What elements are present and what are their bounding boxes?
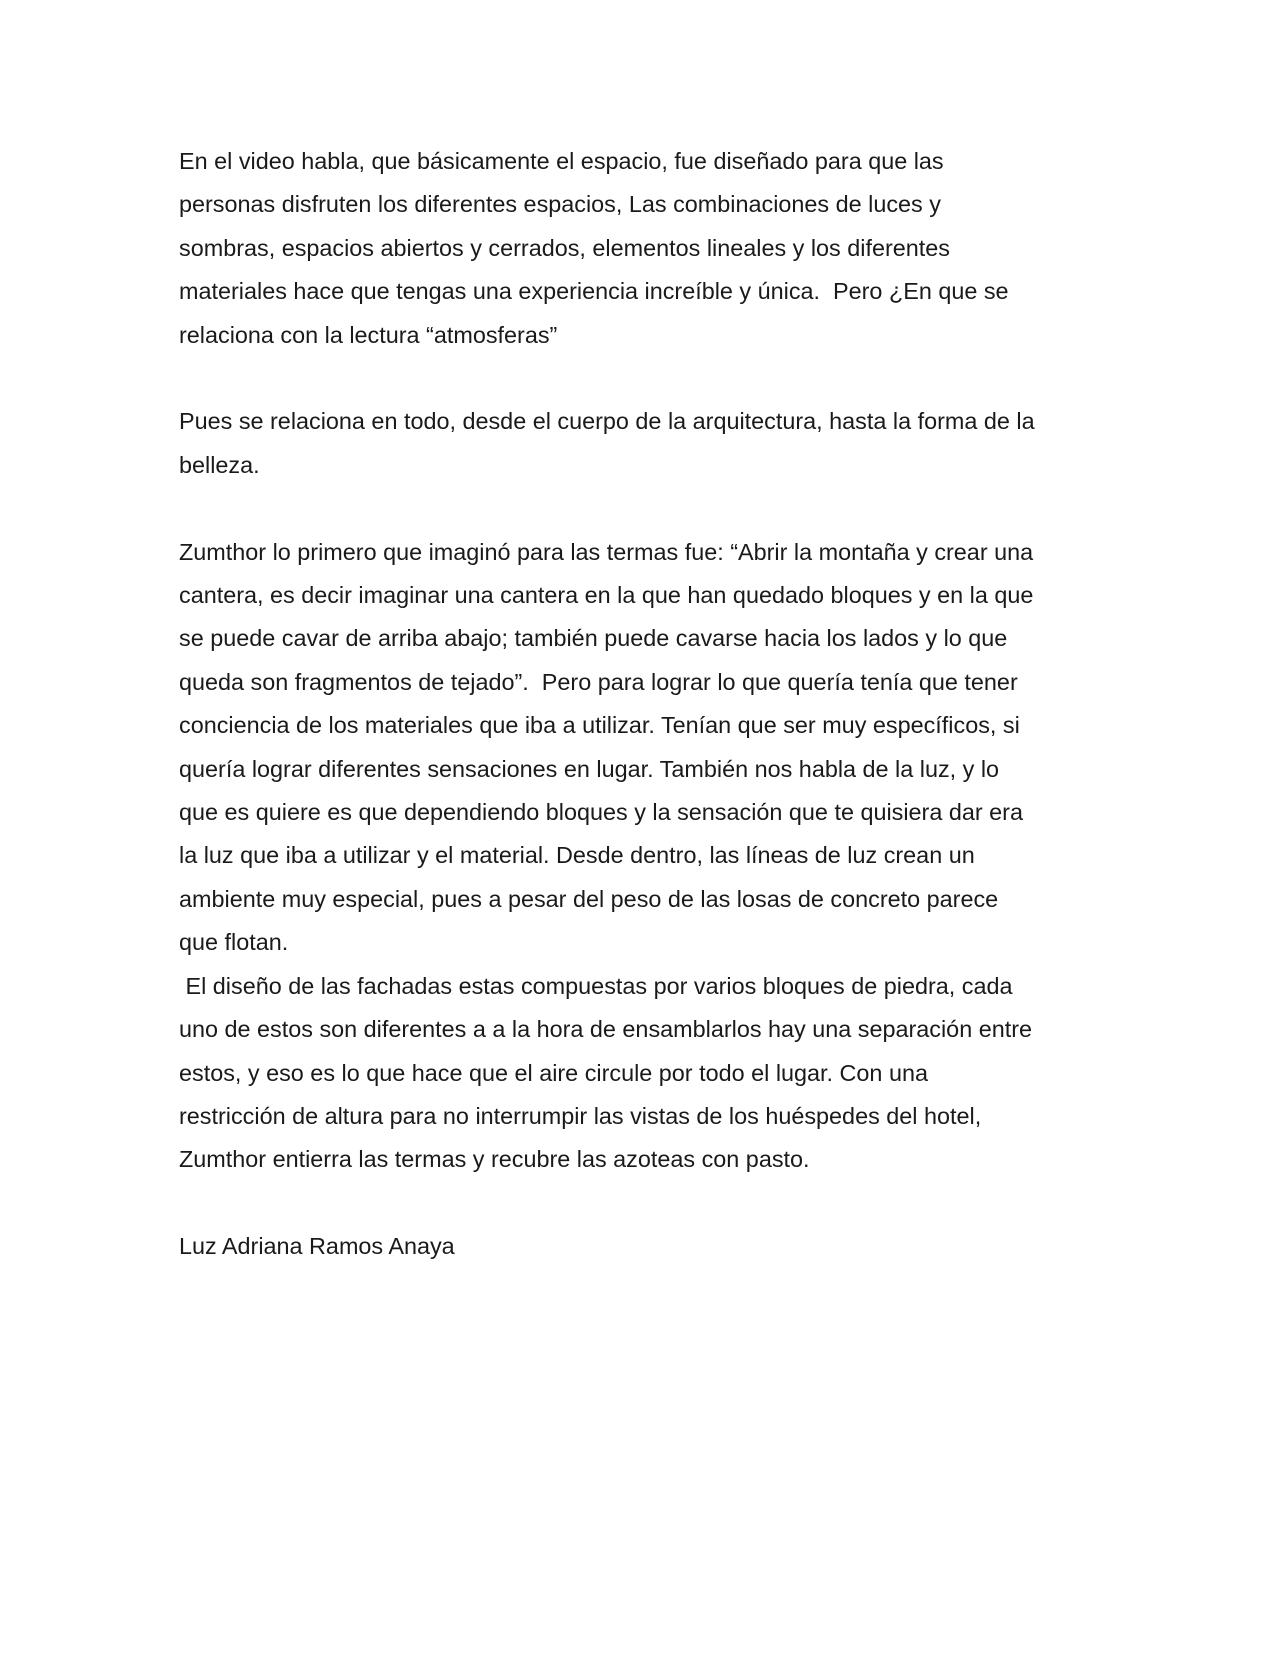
text-line: restricción de altura para no interrumpir las vistas de los huéspedes del hotel, <box>179 1102 982 1129</box>
text-line: quería lograr diferentes sensaciones en lugar. También nos habla de la luz, y lo <box>179 755 1000 782</box>
paragraph-spacer <box>179 357 1099 400</box>
text-line: queda son fragmentos de tejado”. Pero para lograr lo que quería tenía que tener <box>179 668 1018 695</box>
text-line: estos, y eso es lo que hace que el aire circule por todo el lugar. Con una <box>179 1059 928 1086</box>
text-line: personas disfruten los diferentes espacios, Las combinaciones de luces y <box>179 191 941 218</box>
text-line: conciencia de los materiales que iba a utilizar. Tenían que ser muy específicos, si <box>179 712 1020 739</box>
text-line: se puede cavar de arriba abajo; también puede cavarse hacia los lados y lo que <box>179 625 1008 652</box>
text-line: cantera, es decir imaginar una cantera en la que han quedado bloques y en la que <box>179 582 1034 609</box>
author-signature <box>179 1225 1099 1268</box>
paragraph-spacer <box>179 487 1099 530</box>
text-line: Pues se relaciona en todo, desde el cuerpo de la arquitectura, hasta la forma de la <box>179 408 1035 435</box>
text-line: uno de estos son diferentes a a la hora de ensamblarlos hay una separación entre <box>179 1016 1033 1043</box>
text-line: Zumthor lo primero que imaginó para las termas fue: “Abrir la montaña y crear una <box>179 538 1034 565</box>
paragraph-spacer <box>179 1182 1099 1225</box>
document-body <box>179 140 1099 1269</box>
text-line: belleza. <box>179 451 260 478</box>
text-line: la luz que iba a utilizar y el material. Desde dentro, las líneas de luz crean un <box>179 842 975 869</box>
text-line: ambiente muy especial, pues a pesar del peso de las losas de concreto parece <box>179 885 999 912</box>
paragraph-1 <box>179 140 1099 357</box>
paragraph-3 <box>179 531 1099 1182</box>
text-line: que es quiere es que dependiendo bloques y la sensación que te quisiera dar era <box>179 799 1023 826</box>
text-line: El diseño de las fachadas estas compuestas por varios bloques de piedra, cada <box>179 972 1013 999</box>
author-name: Luz Adriana Ramos Anaya <box>179 1233 455 1260</box>
text-line: materiales hace que tengas una experiencia increíble y única. Pero ¿En que se <box>179 278 1009 305</box>
text-line: En el video habla, que básicamente el espacio, fue diseñado para que las <box>179 148 944 174</box>
text-line: relaciona con la lectura “atmosferas” <box>179 321 558 348</box>
text-line: que flotan. <box>179 929 289 956</box>
text-line: Zumthor entierra las termas y recubre las azoteas con pasto. <box>179 1146 810 1173</box>
paragraph-2 <box>179 400 1099 487</box>
text-line: sombras, espacios abiertos y cerrados, elementos lineales y los diferentes <box>179 234 950 261</box>
